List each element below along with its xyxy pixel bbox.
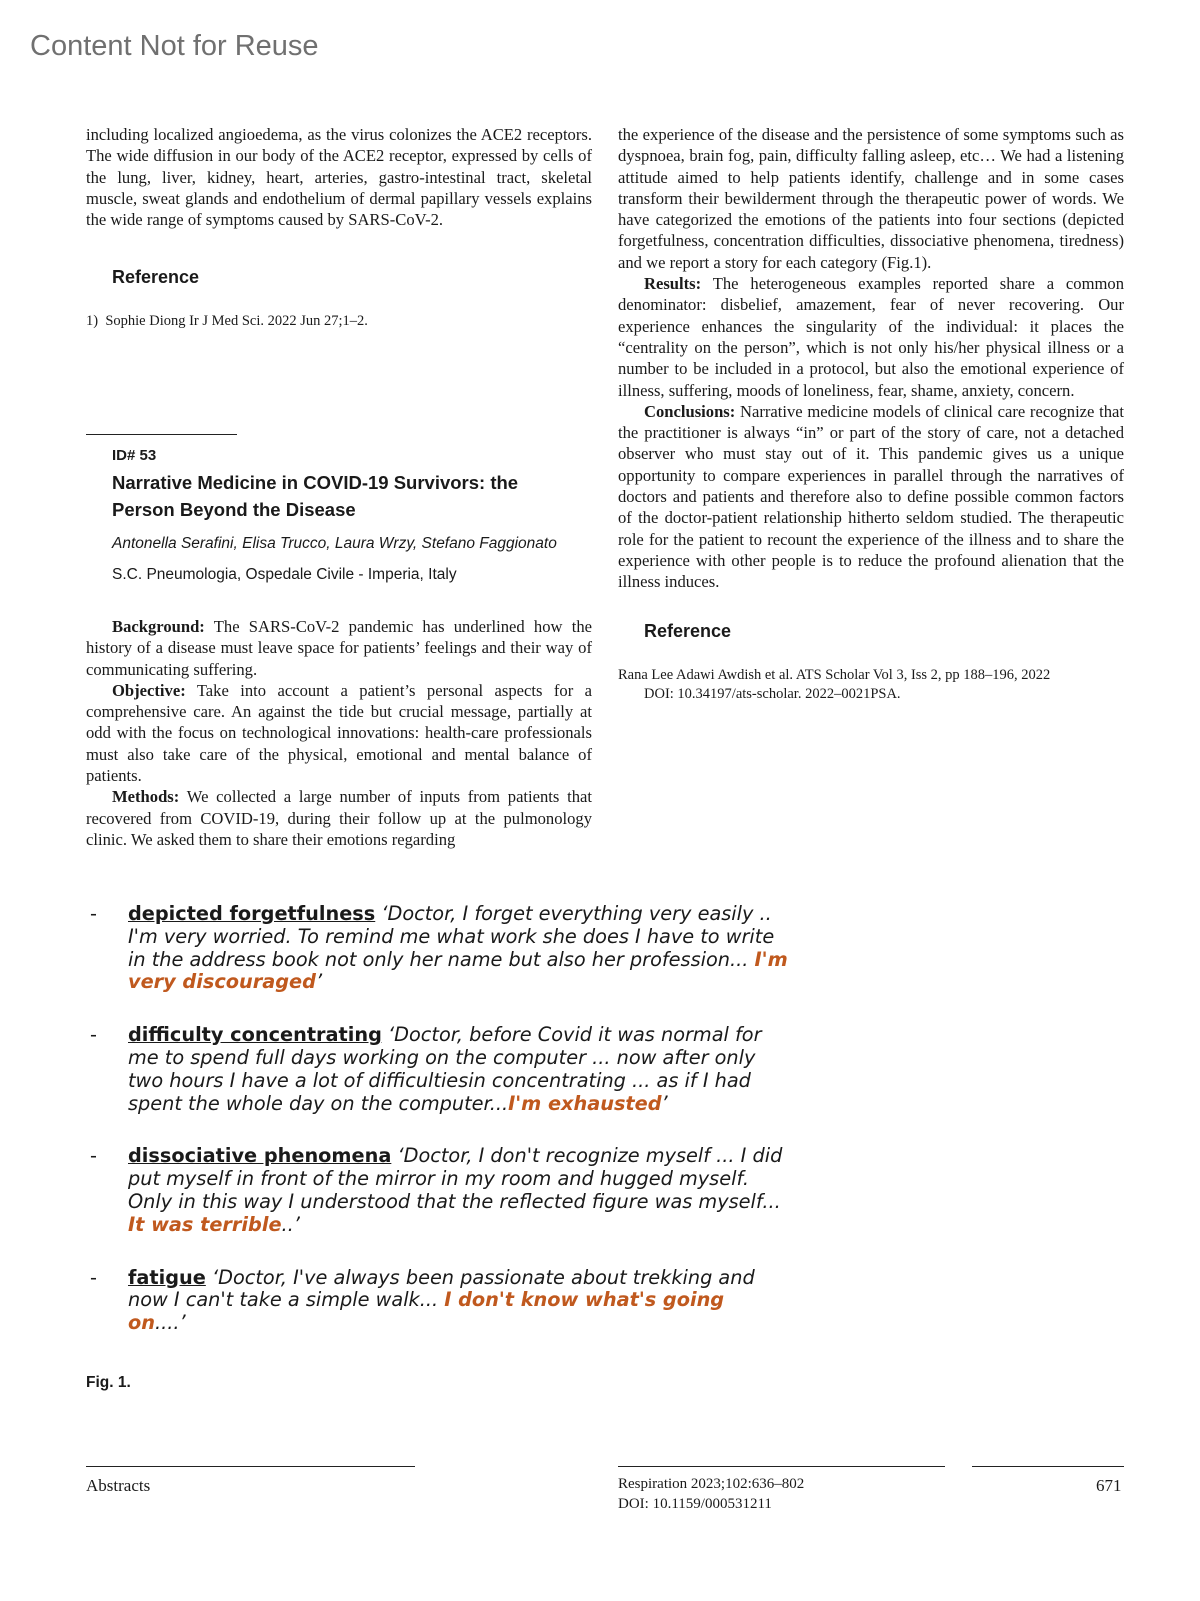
- objective-paragraph: [86, 680, 592, 786]
- figure-item-emphasis: I'm very discouraged: [128, 947, 788, 994]
- footer-rule-middle: [618, 1466, 945, 1467]
- figure-item-quote-end: ..’: [281, 1212, 300, 1236]
- objective-label: Objective:: [112, 680, 186, 700]
- background-label: Background:: [112, 617, 205, 636]
- left-column: [86, 124, 592, 331]
- figure-item: [88, 1267, 788, 1335]
- figure-item-quote: ‘Doctor, I've always been passionate about trekking and now I can't take a simple walk...: [128, 1265, 755, 1312]
- reference-citation: Rana Lee Adawi Awdish et al. ATS Scholar Vol 3, Iss 2, pp 188–196, 2022: [618, 666, 1051, 683]
- abstract-id: ID# 53: [112, 447, 157, 464]
- conclusions-paragraph: [618, 401, 1124, 593]
- methods-paragraph: [86, 786, 592, 850]
- footer-rule-left: [86, 1466, 415, 1467]
- footer-section-name: Abstracts: [86, 1476, 151, 1495]
- reference-item: 1) Sophie Diong Ir J Med Sci. 2022 Jun 27;1–2.: [86, 312, 368, 329]
- conclusions-label: Conclusions:: [644, 401, 736, 421]
- figure-caption: Fig. 1.: [86, 1374, 131, 1391]
- abstract-authors: Antonella Serafini, Elisa Trucco, Laura Wrzy, Stefano Faggionato: [112, 535, 557, 552]
- results-label: Results:: [644, 274, 702, 294]
- reference-doi: DOI: 10.34197/ats-scholar. 2022–0021PSA.: [644, 685, 901, 702]
- figure-item-heading: dissociative phenomena: [128, 1144, 392, 1168]
- figure-item-quote-end: ....’: [154, 1311, 186, 1335]
- figure-item-heading: fatigue: [128, 1265, 206, 1289]
- reference-heading: Reference: [112, 267, 200, 288]
- reference-heading-right: Reference: [644, 620, 732, 641]
- figure-1: [88, 903, 788, 1365]
- list-dash: -: [90, 1144, 97, 1168]
- figure-item-emphasis: It was terrible: [128, 1212, 282, 1236]
- previous-abstract-continuation: including localized angioedema, as the virus colonizes the ACE2 receptors. The wide diffusion in our body of the ACE2 receptor, expressed by cells of the lung, liver, kidney, heart, arteries, gastro-intestinal tract, skeletal muscle, sweat glands and endothelium of dermal papillary vessels explains the wide range of symptoms caused by SARS-CoV-2.: [86, 125, 592, 230]
- figure-item-quote: ‘Doctor, before Covid it was normal for me to spend full days working on the computer ... now after only two hours I have a lot of difficultiesin concentrating ... as if I had spent the whole day on the computer...: [128, 1023, 762, 1115]
- background-text: The SARS-CoV-2 pandemic has underlined how the history of a disease must leave space for patients’ feelings and their way of communicating suffering.: [86, 617, 592, 679]
- figure-item: [88, 1024, 788, 1115]
- methods-label: Methods:: [112, 787, 180, 807]
- figure-item-quote-end: ’: [315, 970, 323, 994]
- figure-item-quote: ‘Doctor, I forget everything very easily .. I'm very worried. To remind me what work she does I have to write in the address book not only her name but also her profession...: [128, 902, 775, 971]
- figure-item-emphasis: I'm exhausted: [508, 1091, 662, 1115]
- list-dash: -: [90, 1265, 97, 1289]
- watermark: Content Not for Reuse: [30, 30, 319, 62]
- figure-item-quote: ‘Doctor, I don't recognize myself ... I did put myself in front of the mirror in my room and hugged myself. Only in this way I understood that the reflected figure was myself...: [128, 1144, 783, 1213]
- figure-item-quote-end: ’: [661, 1091, 668, 1115]
- figure-item: [88, 1145, 788, 1236]
- methods-continuation: the experience of the disease and the persistence of some symptoms such as dyspnoea, brain fog, pain, difficulty falling asleep, etc… We had a listening attitude aimed to help patients identify, challenge and in some cases transform their bewilderment through the therapeutic power of words. We have categorized the emotions of the patients into four sections (depicted forgetfulness, concentration difficulties, dissociative phenomena, tiredness) and we report a story for each category (Fig.1).: [618, 125, 1124, 272]
- figure-item-heading: depicted forgetfulness: [128, 902, 376, 925]
- results-text: The heterogeneous examples reported share a common denominator: disbelief, amazement, fear of never recovering. Our experience enhances the singularity of the individual: it places the “centrality on the person”, which is not only his/her physical illness or a number to be included in a protocol, but also the emotional experience of illness, suffering, moods of loneliness, fear, shame, anxiety, concern.: [618, 274, 1124, 400]
- footer-doi: DOI: 10.1159/000531211: [618, 1496, 772, 1512]
- figure-item-emphasis: I don't know what's going on: [128, 1288, 725, 1335]
- conclusions-text: Narrative medicine models of clinical care recognize that the practitioner is always “in” or part of the story of care, not a detached observer who must stay out of it. This pandemic gives us a unique opportunity to compare experiences in parallel through the narratives of doctors and patients and therefore also to define possible common factors of the doctor-patient relationship hitherto seldom studied. The therapeutic role for the patient to recount the experience of the illness and to share the experience with other people is to reduce the profound alienation that the illness induces.: [618, 401, 1124, 592]
- right-column: [618, 124, 1124, 704]
- list-dash: -: [90, 902, 97, 925]
- figure-item-heading: difficulty concentrating: [128, 1023, 382, 1047]
- abstract-affiliation: S.C. Pneumologia, Ospedale Civile - Imperia, Italy: [112, 566, 457, 583]
- footer-journal-citation: Respiration 2023;102:636–802: [618, 1476, 805, 1492]
- background-paragraph: [86, 616, 592, 680]
- footer-rule-right: [972, 1466, 1124, 1467]
- methods-text: We collected a large number of inputs from patients that recovered from COVID-19, during their follow up at the pulmonology clinic. We asked them to share their emotions regarding: [86, 787, 592, 849]
- objective-text: Take into account a patient’s personal aspects for a comprehensive care. An against the tide but crucial message, partially at odd with the focus on technological innovations: health-care professionals must also take care of the physical, emotional and mental balance of patients.: [86, 680, 592, 786]
- abstract-body-left: [86, 616, 592, 850]
- abstract-title: Narrative Medicine in COVID-19 Survivors: the Person Beyond the Disease: [112, 472, 519, 520]
- figure-item: [88, 903, 788, 994]
- reference-item-right: [618, 666, 1124, 704]
- abstract-separator-rule: [86, 434, 237, 435]
- list-dash: -: [90, 1023, 97, 1047]
- page-number: 671: [1096, 1476, 1122, 1495]
- results-paragraph: [618, 273, 1124, 401]
